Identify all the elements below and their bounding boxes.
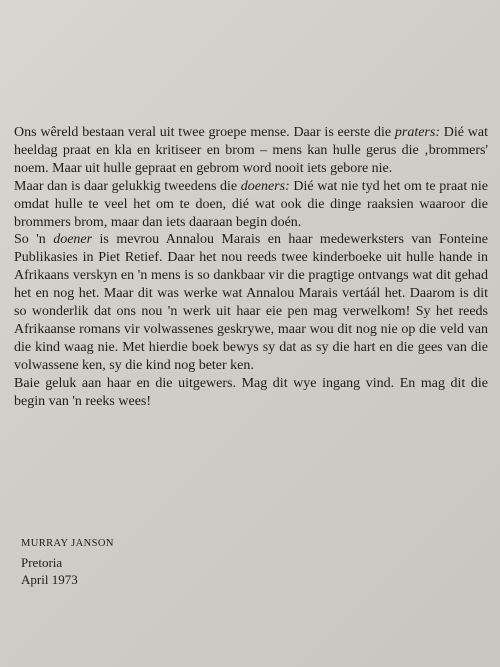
paragraph: So 'n doener is mevrou Annalou Marais en haar medewerksters van Fonteine Publikasies in Piet Retief. Daar het nou reeds twee kinderboeke uit hulle hande in Afrikaans verskyn en 'n mens is so dankbaar vir die pragtige ontvangs wat dit gehad het en nog het. Maar dit was werke wat Annalou Marais vertáál het. Daarom is dit so wonderlik dat ons nou 'n werk uit haar eie pen mag verwelkom! Sy het reeds Afrikaanse romans vir volwassenes geskrywe, maar wou dit nog nie op die veld van die kind waag nie. Met hierdie boek bewys sy dat as sy die hart en die gees van die volwassene ken, sy die kind nog beter ken. — [14, 232, 488, 373]
author-place: Pretoria — [21, 555, 63, 570]
author-date: April 1973 — [21, 572, 78, 587]
paragraph: Maar dan is daar gelukkig tweedens die doeners: Dié wat nie tyd het om te praat nie omdat hulle te veel het om te doen, dié wat ook die dinge raaksien waaroor die brommers brom, maar dan iets daaraan begin doén. — [14, 178, 488, 230]
author-name: MURRAY JANSON — [21, 538, 114, 549]
paragraph: Baie geluk aan haar en die uitgewers. Mag dit wye ingang vind. En mag dit die begin van 'n reeks wees! — [14, 375, 488, 409]
paragraph: Ons wêreld bestaan veral uit twee groepe mense. Daar is eerste die praters: Dié wat heeldag praat en kla en kritiseer en brom – mens kan hulle gerus die ‚brommers' noem. Maar uit hulle gepraat en gebrom word nooit iets gebore nie. — [14, 125, 488, 176]
signature-block — [21, 535, 114, 588]
foreword-text — [14, 124, 488, 411]
